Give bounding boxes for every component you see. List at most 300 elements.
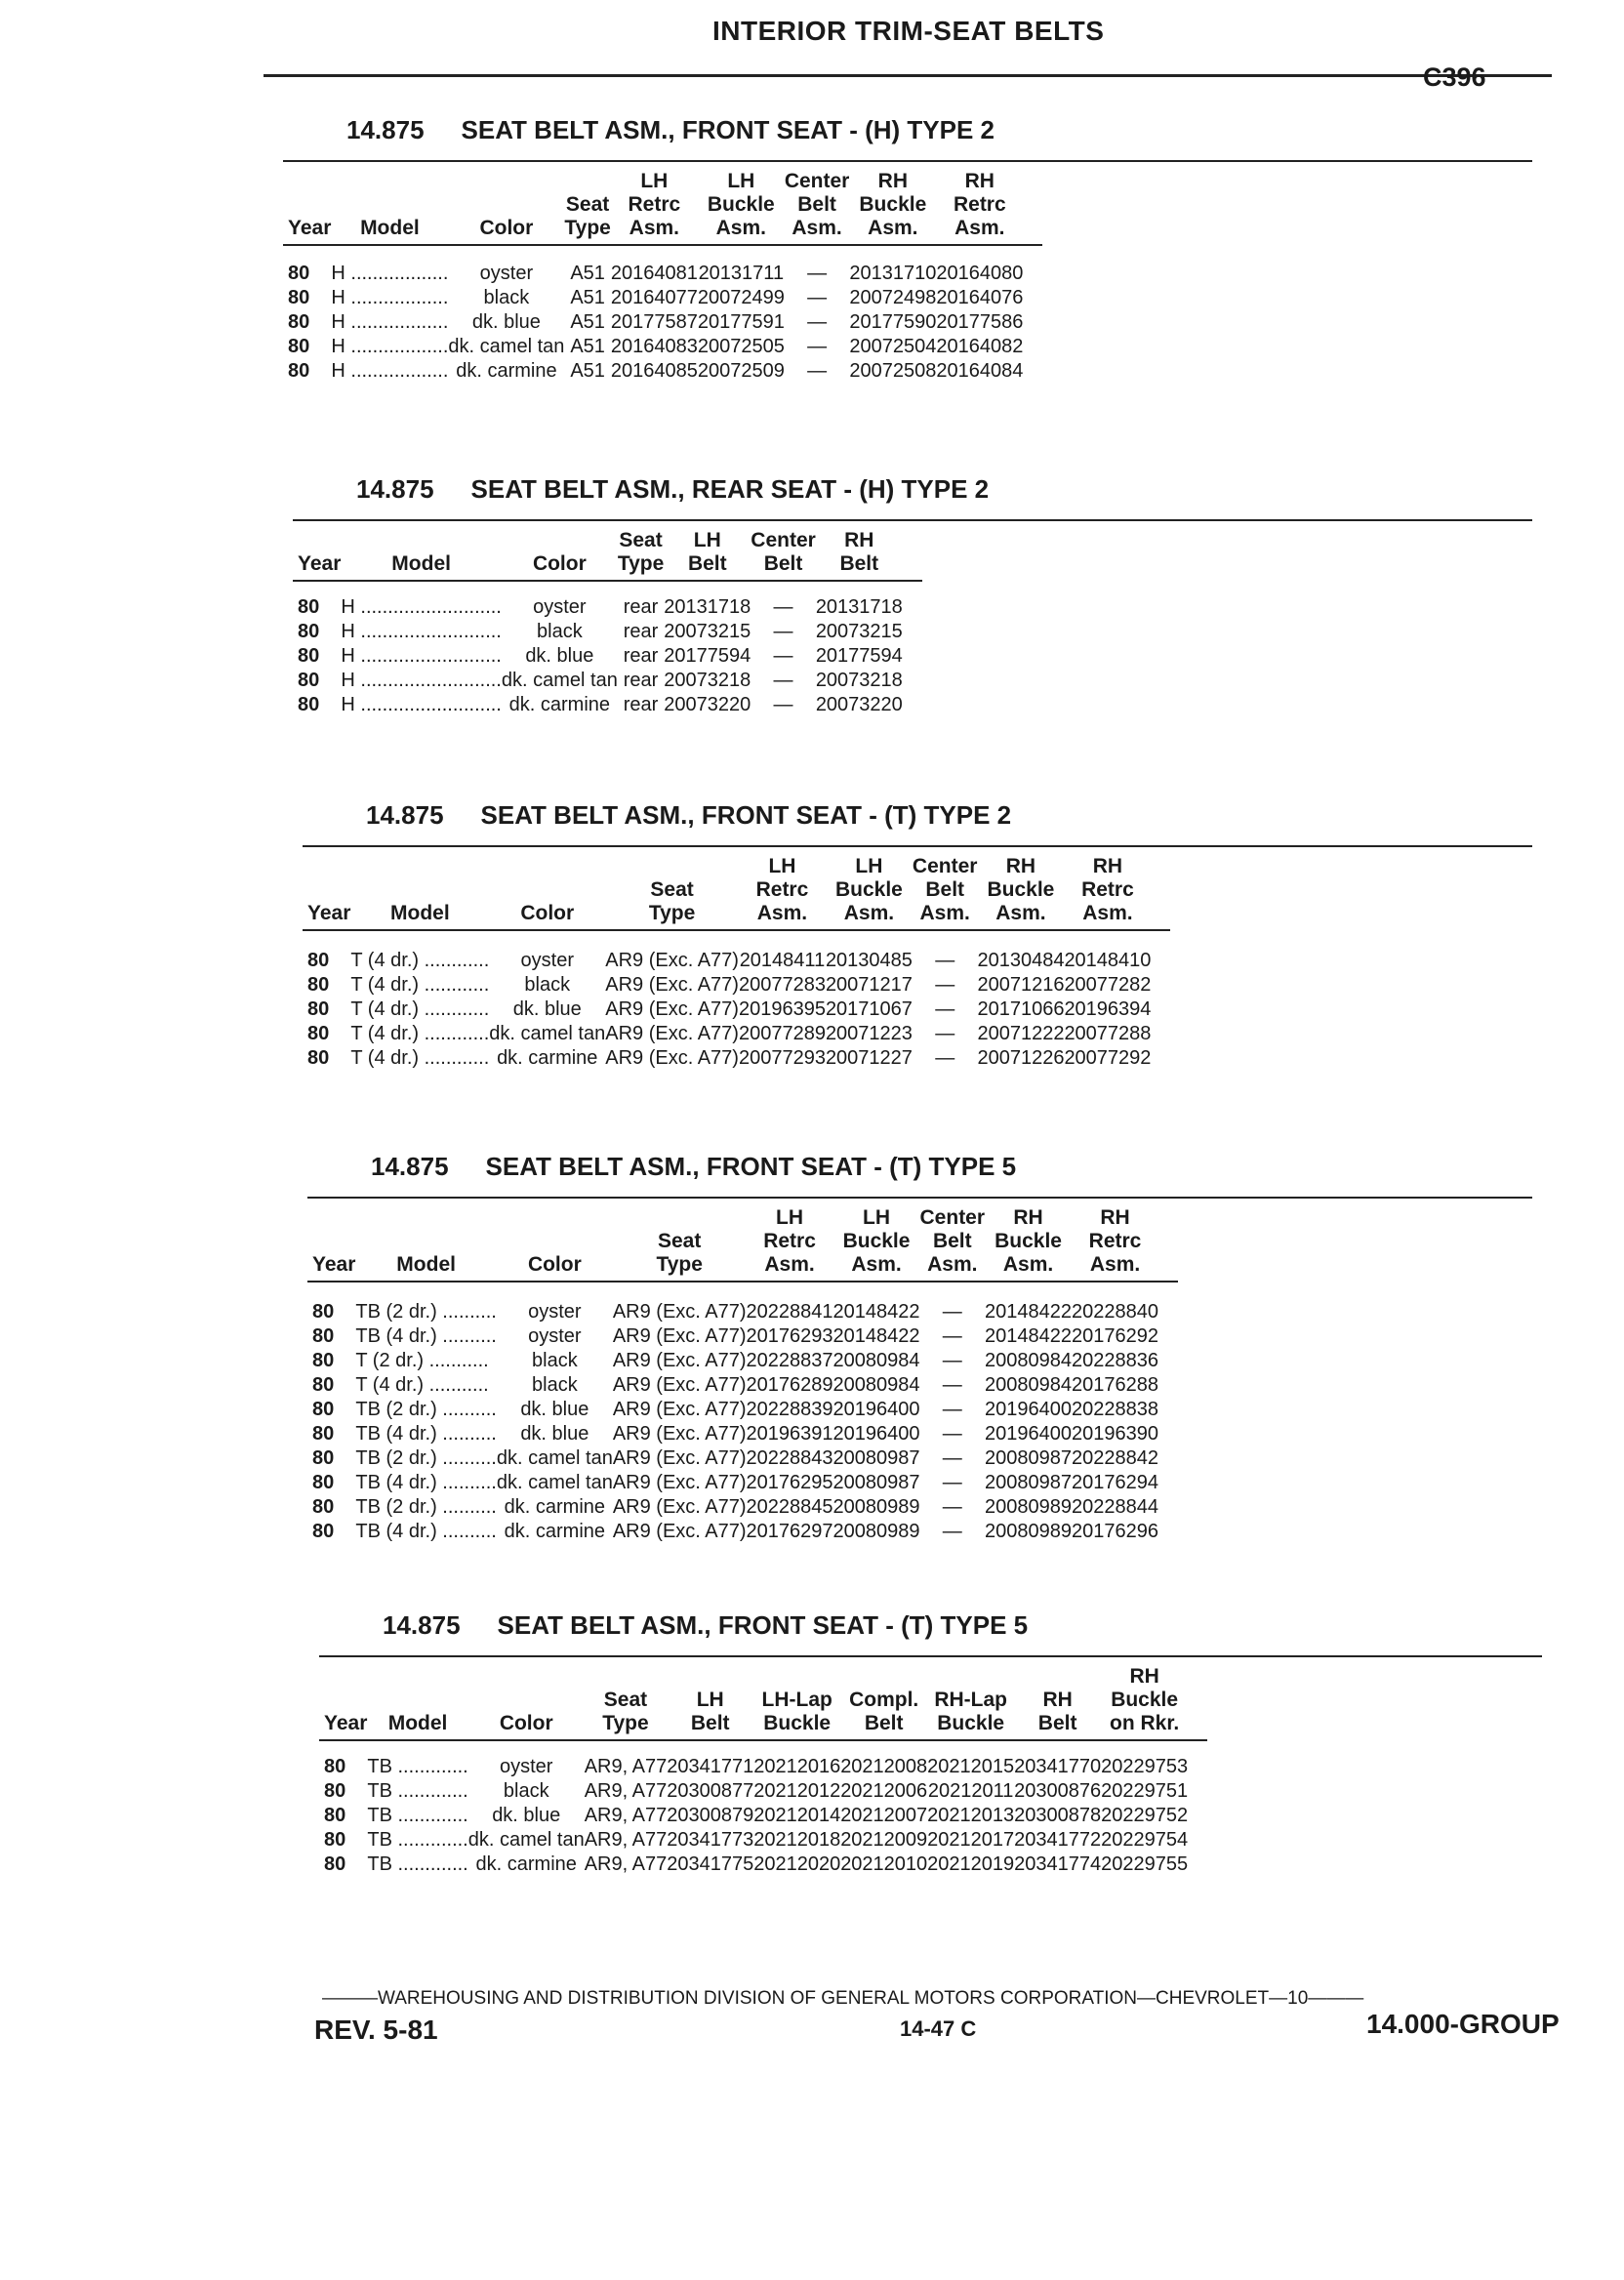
table-row (307, 998, 1151, 1022)
color-cell: dk. carmine (508, 694, 611, 715)
part-number-cell: 20228841 (746, 1301, 833, 1323)
color-cell: black (483, 287, 530, 308)
section-heading (371, 1152, 1016, 1182)
color-cell: dk. blue (492, 1805, 561, 1826)
part-number-cell: 20073220 (815, 694, 903, 715)
color-cell: black (503, 1780, 549, 1802)
part-number-cell: 20228837 (746, 1350, 833, 1371)
seat-type-cell: AR9 (Exc. A77) (612, 1423, 747, 1445)
model-cell: TB (2 dr.) .......... (355, 1496, 497, 1518)
part-number-cell: 20164084 (936, 360, 1024, 382)
part-number-cell: 20080984 (985, 1374, 1073, 1396)
model-cell: T (4 dr.) ............ (350, 974, 490, 996)
part-number-cell: 20164077 (610, 287, 698, 308)
part-number-cell: 20072505 (697, 336, 785, 357)
column-header: Color (479, 217, 534, 239)
part-number-cell: 20072509 (697, 360, 785, 382)
part-number-cell: — (942, 1374, 962, 1396)
model-cell: H .......................... (341, 694, 502, 715)
column-header: LH Belt (690, 1689, 730, 1734)
table-row (312, 1495, 1158, 1520)
section-rule (293, 519, 1532, 521)
table-row (298, 669, 903, 693)
column-header: RH Retrc Asm. (1081, 855, 1134, 924)
part-number-cell: 20228843 (746, 1447, 833, 1469)
part-number-cell: 20077292 (1064, 1047, 1152, 1069)
year-cell: 80 (324, 1805, 346, 1826)
part-number-cell: 20228840 (1072, 1301, 1159, 1323)
color-cell: oyster (533, 596, 587, 618)
year-cell: 80 (288, 287, 310, 308)
column-header: Year (307, 902, 351, 924)
part-number-cell: 20072498 (849, 287, 937, 308)
column-header: Color (499, 1712, 553, 1734)
part-number-cell: 20176296 (1072, 1521, 1159, 1542)
column-header: Center Belt (751, 529, 816, 575)
part-number-cell: 20071222 (977, 1023, 1065, 1044)
year-cell: 80 (324, 1780, 346, 1802)
part-number-cell: 20148422 (832, 1325, 920, 1347)
part-number-cell: 20130485 (825, 950, 913, 971)
color-cell: dk. camel tan (496, 1472, 613, 1493)
seat-type-cell: rear (623, 621, 659, 642)
part-number-cell: 20164080 (936, 263, 1024, 284)
year-cell: 80 (288, 263, 310, 284)
footer-line: ———WAREHOUSING AND DISTRIBUTION DIVISION OF GENERAL MOTORS CORPORATION—CHEVROLET—10——— (322, 1988, 1364, 2009)
part-number-cell: 20212014 (753, 1805, 841, 1826)
part-number-cell: 20212011 (927, 1780, 1014, 1802)
model-cell: H .................. (331, 336, 449, 357)
seat-type-cell: A51 (570, 360, 605, 382)
group-label: 14.000-GROUP (1366, 2009, 1560, 2039)
part-number-cell: 20300879 (667, 1805, 754, 1826)
table-row (312, 1446, 1158, 1471)
part-number-cell: 20164076 (936, 287, 1024, 308)
part-number-cell: 20177590 (849, 311, 937, 333)
section-heading (366, 800, 1011, 831)
seat-type-cell: rear (623, 670, 659, 691)
part-number-cell: 20212013 (927, 1805, 1015, 1826)
color-cell: black (524, 974, 571, 996)
part-number-cell: — (935, 998, 955, 1020)
part-number-cell: — (807, 287, 828, 308)
part-number-cell: — (942, 1496, 962, 1518)
part-number-cell: 20073220 (664, 694, 751, 715)
part-number-cell: 20341775 (667, 1853, 754, 1875)
table-header-row (324, 1665, 1188, 1735)
table-row (324, 1779, 1188, 1804)
column-header: Seat Type (602, 1689, 649, 1734)
color-cell: dk. carmine (504, 1496, 606, 1518)
model-cell: T (2 dr.) ........... (355, 1350, 489, 1371)
part-number-cell: — (807, 336, 828, 357)
year-cell: 80 (288, 311, 310, 333)
column-header: LH Retrc Asm. (763, 1206, 816, 1276)
part-number-cell: 20212015 (927, 1756, 1015, 1777)
part-number-cell: 20080987 (832, 1447, 920, 1469)
seat-type-cell: AR9, A77 (584, 1756, 668, 1777)
column-header: LH Retrc Asm. (628, 170, 681, 239)
model-cell: TB (2 dr.) .......... (355, 1301, 497, 1323)
year-cell: 80 (298, 645, 320, 667)
part-number-cell: 20073218 (815, 670, 903, 691)
part-number-cell: 20212008 (840, 1756, 928, 1777)
seat-type-cell: AR9 (Exc. A77) (612, 1325, 747, 1347)
part-number-cell: 20196391 (746, 1423, 833, 1445)
year-cell: 80 (312, 1521, 335, 1542)
part-number-cell: 20077289 (738, 1023, 826, 1044)
table-row (324, 1852, 1188, 1877)
part-number-cell: 20080989 (832, 1496, 920, 1518)
part-number-cell: — (942, 1472, 962, 1493)
part-number-cell: 20177594 (664, 645, 751, 667)
color-cell: dk. blue (471, 311, 541, 333)
part-number-cell: 20341772 (1014, 1829, 1102, 1851)
table-row (307, 1046, 1151, 1071)
table-row (288, 310, 1023, 335)
table-row (312, 1324, 1158, 1349)
section-heading (346, 115, 995, 145)
part-number-cell: 20228842 (1072, 1447, 1159, 1469)
part-number-cell: — (773, 621, 793, 642)
column-header: Year (298, 552, 342, 575)
column-header: Seat Type (617, 529, 665, 575)
table-row (307, 949, 1151, 973)
part-number-cell: 20176288 (1072, 1374, 1159, 1396)
model-cell: H .................. (331, 287, 449, 308)
section-number: 14.875 (383, 1610, 461, 1640)
part-number-cell: 20071216 (977, 974, 1065, 996)
color-cell: dk. carmine (475, 1853, 577, 1875)
part-number-cell: — (807, 311, 828, 333)
seat-type-cell: AR9 (Exc. A77) (605, 1047, 739, 1069)
part-number-cell: — (807, 263, 828, 284)
part-number-cell: 20148422 (985, 1325, 1073, 1347)
part-number-cell: 20130484 (977, 950, 1065, 971)
part-number-cell: — (807, 360, 828, 382)
header-rule (319, 1739, 1207, 1741)
color-cell: oyster (528, 1301, 582, 1323)
part-number-cell: 20148422 (985, 1301, 1073, 1323)
part-number-cell: — (773, 645, 793, 667)
model-cell: H .................. (331, 311, 449, 333)
table-row (288, 286, 1023, 310)
table-row (312, 1349, 1158, 1373)
column-header: Color (527, 1253, 582, 1276)
model-cell: H .......................... (341, 645, 502, 667)
part-number-cell: 20077283 (738, 974, 826, 996)
column-header: RH Buckle Asm. (987, 855, 1055, 924)
year-cell: 80 (307, 974, 330, 996)
section-rule (319, 1655, 1542, 1657)
part-number-cell: — (773, 694, 793, 715)
part-number-cell: 20071223 (825, 1023, 913, 1044)
section-heading (356, 474, 989, 505)
part-number-cell: 20212012 (753, 1780, 841, 1802)
seat-type-cell: AR9 (Exc. A77) (612, 1521, 747, 1542)
part-number-cell: 20196390 (1072, 1423, 1159, 1445)
part-number-cell: — (773, 670, 793, 691)
part-number-cell: 20228844 (1072, 1496, 1159, 1518)
table-row (312, 1398, 1158, 1422)
section-title: SEAT BELT ASM., FRONT SEAT - (H) TYPE 2 (461, 115, 995, 144)
column-header: LH Buckle Asm. (842, 1206, 911, 1276)
part-number-cell: 20212007 (840, 1805, 928, 1826)
column-header: RH Retrc Asm. (1088, 1206, 1142, 1276)
part-number-cell: 20176294 (1072, 1472, 1159, 1493)
part-number-cell: 20073218 (664, 670, 751, 691)
model-cell: TB (4 dr.) .......... (355, 1472, 497, 1493)
part-number-cell: 20080989 (985, 1496, 1073, 1518)
parts-table (307, 855, 1151, 1071)
part-number-cell: 20080984 (832, 1374, 920, 1396)
column-header: Year (288, 217, 332, 239)
section-number: 14.875 (371, 1152, 449, 1181)
column-header: RH-Lap Buckle (934, 1689, 1007, 1734)
part-number-cell: — (942, 1325, 962, 1347)
column-header: LH Belt (687, 529, 727, 575)
model-cell: TB (2 dr.) .......... (355, 1399, 497, 1420)
part-number-cell: 20196400 (985, 1399, 1073, 1420)
column-header: Color (520, 902, 575, 924)
column-header: Model (396, 1253, 456, 1276)
color-cell: black (532, 1374, 578, 1396)
color-cell: oyster (520, 950, 574, 971)
column-header: LH-Lap Buckle (761, 1689, 832, 1734)
part-number-cell: 20171067 (825, 998, 913, 1020)
part-number-cell: 20148411 (739, 950, 826, 971)
year-cell: 80 (312, 1374, 335, 1396)
model-cell: H .......................... (341, 670, 502, 691)
seat-type-cell: rear (623, 694, 659, 715)
page-number: 14-47 C (900, 2016, 977, 2041)
year-cell: 80 (312, 1423, 335, 1445)
column-header: Model (390, 902, 450, 924)
section-title: SEAT BELT ASM., FRONT SEAT - (T) TYPE 5 (497, 1610, 1029, 1640)
color-cell: dk. blue (520, 1423, 589, 1445)
column-header: RH Belt (839, 529, 879, 575)
parts-table (324, 1665, 1188, 1877)
color-cell: dk. camel tan (489, 1023, 606, 1044)
part-number-cell: 20212019 (927, 1853, 1015, 1875)
column-header: LH Retrc Asm. (755, 855, 809, 924)
year-cell: 80 (312, 1350, 335, 1371)
column-header: LH Buckle Asm. (707, 170, 775, 239)
model-cell: TB ............. (367, 1829, 468, 1851)
seat-type-cell: AR9 (Exc. A77) (612, 1472, 747, 1493)
seat-type-cell: AR9 (Exc. A77) (612, 1350, 747, 1371)
table-row (307, 973, 1151, 998)
model-cell: T (4 dr.) ........... (355, 1374, 489, 1396)
part-number-cell: 20176295 (746, 1472, 833, 1493)
part-number-cell: 20228845 (746, 1496, 833, 1518)
section-rule (307, 1197, 1532, 1199)
part-number-cell: — (942, 1521, 962, 1542)
part-number-cell: 20080987 (832, 1472, 920, 1493)
seat-type-cell: AR9 (Exc. A77) (612, 1399, 747, 1420)
seat-type-cell: AR9 (Exc. A77) (605, 950, 739, 971)
part-number-cell: 20341771 (667, 1756, 754, 1777)
part-number-cell: 20071217 (825, 974, 913, 996)
part-number-cell: 20164082 (936, 336, 1024, 357)
seat-type-cell: A51 (570, 287, 605, 308)
part-number-cell: 20176297 (746, 1521, 833, 1542)
part-number-cell: — (942, 1423, 962, 1445)
seat-type-cell: AR9 (Exc. A77) (605, 998, 739, 1020)
section-number: 14.875 (366, 800, 444, 830)
column-header: Center Belt Asm. (784, 170, 850, 239)
color-cell: dk. camel tan (501, 670, 618, 691)
model-cell: H .......................... (341, 621, 502, 642)
part-number-cell: 20341770 (1014, 1756, 1102, 1777)
section-heading (383, 1610, 1028, 1641)
seat-type-cell: AR9 (Exc. A77) (612, 1447, 747, 1469)
page-code: C396 (1423, 62, 1486, 92)
column-header: Year (324, 1712, 368, 1734)
part-number-cell: — (935, 974, 955, 996)
part-number-cell: — (942, 1399, 962, 1420)
parts-table (288, 170, 1023, 384)
part-number-cell: 20341774 (1014, 1853, 1102, 1875)
part-number-cell: 20212010 (840, 1853, 928, 1875)
column-header: Seat Type (656, 1230, 703, 1276)
color-cell: black (537, 621, 583, 642)
section-title: SEAT BELT ASM., FRONT SEAT - (T) TYPE 5 (485, 1152, 1017, 1181)
part-number-cell: 20229755 (1101, 1853, 1189, 1875)
part-number-cell: 20148410 (1064, 950, 1152, 971)
part-number-cell: 20164081 (610, 263, 698, 284)
seat-type-cell: AR9, A77 (584, 1805, 668, 1826)
seat-type-cell: AR9 (Exc. A77) (612, 1374, 747, 1396)
page-title: INTERIOR TRIM-SEAT BELTS (712, 16, 1105, 46)
part-number-cell: 20131711 (698, 263, 785, 284)
column-header: RH Buckle Asm. (859, 170, 927, 239)
part-number-cell: 20171066 (977, 998, 1065, 1020)
model-cell: TB ............. (367, 1756, 468, 1777)
seat-type-cell: AR9 (Exc. A77) (605, 1023, 739, 1044)
part-number-cell: 20131718 (815, 596, 903, 618)
seat-type-cell: AR9, A77 (584, 1829, 668, 1851)
table-row (324, 1828, 1188, 1852)
part-number-cell: 20080989 (985, 1521, 1073, 1542)
section-title: SEAT BELT ASM., REAR SEAT - (H) TYPE 2 (470, 474, 990, 504)
table-header-row (298, 529, 903, 576)
year-cell: 80 (298, 694, 320, 715)
column-header: LH Buckle Asm. (834, 855, 903, 924)
part-number-cell: — (942, 1350, 962, 1371)
seat-type-cell: AR9 (Exc. A77) (605, 974, 739, 996)
year-cell: 80 (324, 1853, 346, 1875)
column-header: RH Buckle on Rkr. (1110, 1665, 1180, 1734)
part-number-cell: 20229754 (1101, 1829, 1189, 1851)
part-number-cell: 20072499 (697, 287, 785, 308)
table-header-row (312, 1206, 1158, 1277)
model-cell: H .................. (331, 263, 449, 284)
part-number-cell: 20212016 (753, 1756, 841, 1777)
seat-type-cell: AR9, A77 (584, 1853, 668, 1875)
part-number-cell: 20196400 (985, 1423, 1073, 1445)
column-header: RH Buckle Asm. (995, 1206, 1062, 1276)
seat-type-cell: rear (623, 596, 659, 618)
color-cell: dk. blue (525, 645, 594, 667)
part-number-cell: 20077288 (1064, 1023, 1152, 1044)
title-divider (264, 74, 1552, 77)
column-header: Center Belt Asm. (912, 855, 978, 924)
section-rule (303, 845, 1532, 847)
column-header: RH Belt (1037, 1689, 1077, 1734)
part-number-cell: 20212020 (753, 1853, 841, 1875)
table-row (288, 262, 1023, 286)
part-number-cell: 20164083 (610, 336, 698, 357)
column-header: Compl. Belt (849, 1689, 919, 1734)
year-cell: 80 (312, 1399, 335, 1420)
part-number-cell: 20071226 (977, 1047, 1065, 1069)
section-number: 14.875 (346, 115, 425, 144)
part-number-cell: 20300876 (1014, 1780, 1102, 1802)
model-cell: T (4 dr.) ............ (350, 950, 490, 971)
part-number-cell: 20176289 (746, 1374, 833, 1396)
color-cell: oyster (499, 1756, 553, 1777)
year-cell: 80 (312, 1472, 335, 1493)
year-cell: 80 (312, 1496, 335, 1518)
table-row (307, 1022, 1151, 1046)
part-number-cell: 20077282 (1064, 974, 1152, 996)
year-cell: 80 (307, 1023, 330, 1044)
part-number-cell: 20080984 (832, 1350, 920, 1371)
column-header: Model (360, 217, 420, 239)
model-cell: TB ............. (367, 1853, 468, 1875)
part-number-cell: 20228838 (1072, 1399, 1159, 1420)
table-header-row (288, 170, 1023, 240)
part-number-cell: 20229751 (1101, 1780, 1189, 1802)
part-number-cell: 20148422 (832, 1301, 920, 1323)
year-cell: 80 (307, 998, 330, 1020)
part-number-cell: 20164085 (610, 360, 698, 382)
part-number-cell: 20196395 (738, 998, 826, 1020)
column-header: Color (532, 552, 587, 575)
revision-label: REV. 5-81 (314, 2015, 438, 2045)
color-cell: dk. camel tan (467, 1829, 585, 1851)
part-number-cell: 20229753 (1101, 1756, 1189, 1777)
part-number-cell: 20177594 (815, 645, 903, 667)
part-number-cell: — (935, 1023, 955, 1044)
color-cell: oyster (479, 263, 534, 284)
table-row (298, 620, 903, 644)
model-cell: TB (4 dr.) .......... (355, 1521, 497, 1542)
part-number-cell: — (942, 1447, 962, 1469)
seat-type-cell: AR9 (Exc. A77) (612, 1496, 747, 1518)
seat-type-cell: AR9 (Exc. A77) (612, 1301, 747, 1323)
color-cell: oyster (528, 1325, 582, 1347)
model-cell: TB (2 dr.) .......... (355, 1447, 497, 1469)
year-cell: 80 (298, 621, 320, 642)
part-number-cell: 20228839 (746, 1399, 833, 1420)
part-number-cell: 20177591 (697, 311, 785, 333)
part-number-cell: 20071227 (825, 1047, 913, 1069)
seat-type-cell: A51 (570, 311, 605, 333)
header-rule (307, 1281, 1178, 1282)
part-number-cell: 20077293 (738, 1047, 826, 1069)
model-cell: TB ............. (367, 1805, 468, 1826)
part-number-cell: 20212009 (840, 1829, 928, 1851)
part-number-cell: 20229752 (1101, 1805, 1189, 1826)
part-number-cell: 20300877 (667, 1780, 754, 1802)
color-cell: dk. camel tan (496, 1447, 613, 1469)
seat-type-cell: A51 (570, 263, 605, 284)
part-number-cell: 20072504 (849, 336, 937, 357)
part-number-cell: 20177586 (936, 311, 1024, 333)
model-cell: TB ............. (367, 1780, 468, 1802)
